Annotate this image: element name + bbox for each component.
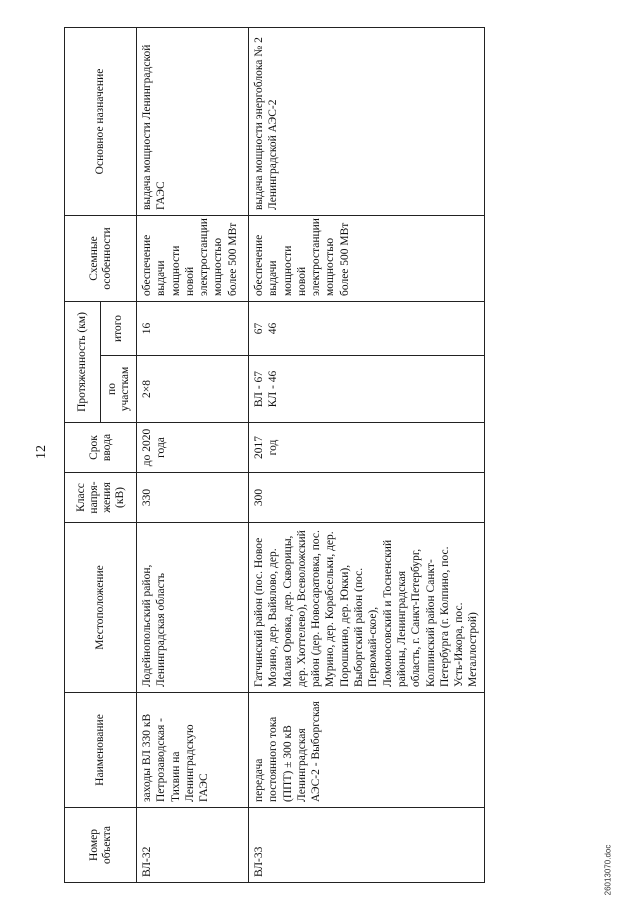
table-row <box>249 28 485 883</box>
cell-object-number: ВЛ-32 <box>137 808 249 883</box>
header-location: Местоположение <box>65 523 137 693</box>
cell-location: Лодейнопольский район, Ленинградская область <box>137 523 249 693</box>
total-line: 46 <box>267 322 280 335</box>
header-name: Наименование <box>65 693 137 808</box>
cell-object-number: ВЛ-33 <box>249 808 485 883</box>
rotated-table-container <box>64 28 584 883</box>
cell-name: передача постоянного тока (ППТ) ± 300 кВ Ленинградская АЭС-2 - Выборгская <box>249 693 485 808</box>
header-voltage: Класс напря-жения (кВ) <box>65 473 137 523</box>
header-object-number: Номер объекта <box>65 808 137 883</box>
by-section-line: 2×8 <box>141 380 153 398</box>
cell-total <box>137 302 249 356</box>
document-code: 26013070.doc <box>603 844 613 896</box>
cell-purpose: выдача мощности Ленинградской ГАЭС <box>137 28 249 216</box>
objects-table <box>64 27 485 883</box>
cell-scheme: обеспечение выдачи мощности новой электростанции мощностью более 500 МВт <box>137 216 249 302</box>
total-line: 67 <box>253 322 265 335</box>
header-by-section: по участкам <box>101 356 137 423</box>
cell-scheme: обеспечение выдачи мощности новой электростанции мощностью более 500 МВт <box>249 216 485 302</box>
cell-name: заходы ВЛ 330 кВ Петрозаводская - Тихвин на Ленинградскую ГАЭС <box>137 693 249 808</box>
by-section-line: КЛ - 46 <box>267 370 280 408</box>
page-number: 12 <box>34 445 49 459</box>
header-scheme: Схемные особенности <box>65 216 137 302</box>
cell-by-section <box>137 356 249 423</box>
total-line: 16 <box>141 322 153 335</box>
by-section-line: ВЛ - 67 <box>253 370 265 408</box>
cell-voltage: 300 <box>249 473 485 523</box>
header-total: итого <box>101 302 137 356</box>
header-purpose: Основное назначение <box>65 28 137 216</box>
cell-term: 2017 год <box>249 423 485 473</box>
header-term: Срок ввода <box>65 423 137 473</box>
cell-term: до 2020 года <box>137 423 249 473</box>
cell-total <box>249 302 485 356</box>
cell-voltage: 330 <box>137 473 249 523</box>
cell-location: Гатчинский район (пос. Новое Мозино, дер. Вайялово, дер. Малая Оровка, дер. Скворицы, дер. Хюттелево), Всеволожский район (дер. Новосаратовка, пос. Мурино, дер. Корабсельки, дер. Порошкино, дер. Юкки), Выборгский район (пос. Первомай-ское), Ломоносовский и Тосненский районы, Ленинградская область, г. Санкт-Петербург, Колпинский район Санкт-Петербурга (г. Колпино, пос. Усть-Ижора, пос. Металлострой) <box>249 523 485 693</box>
header-length: Протяженность (км) <box>65 302 101 423</box>
table-row <box>137 28 249 883</box>
cell-by-section <box>249 356 485 423</box>
cell-purpose: выдача мощности энергоблока № 2 Ленинградской АЭС-2 <box>249 28 485 216</box>
